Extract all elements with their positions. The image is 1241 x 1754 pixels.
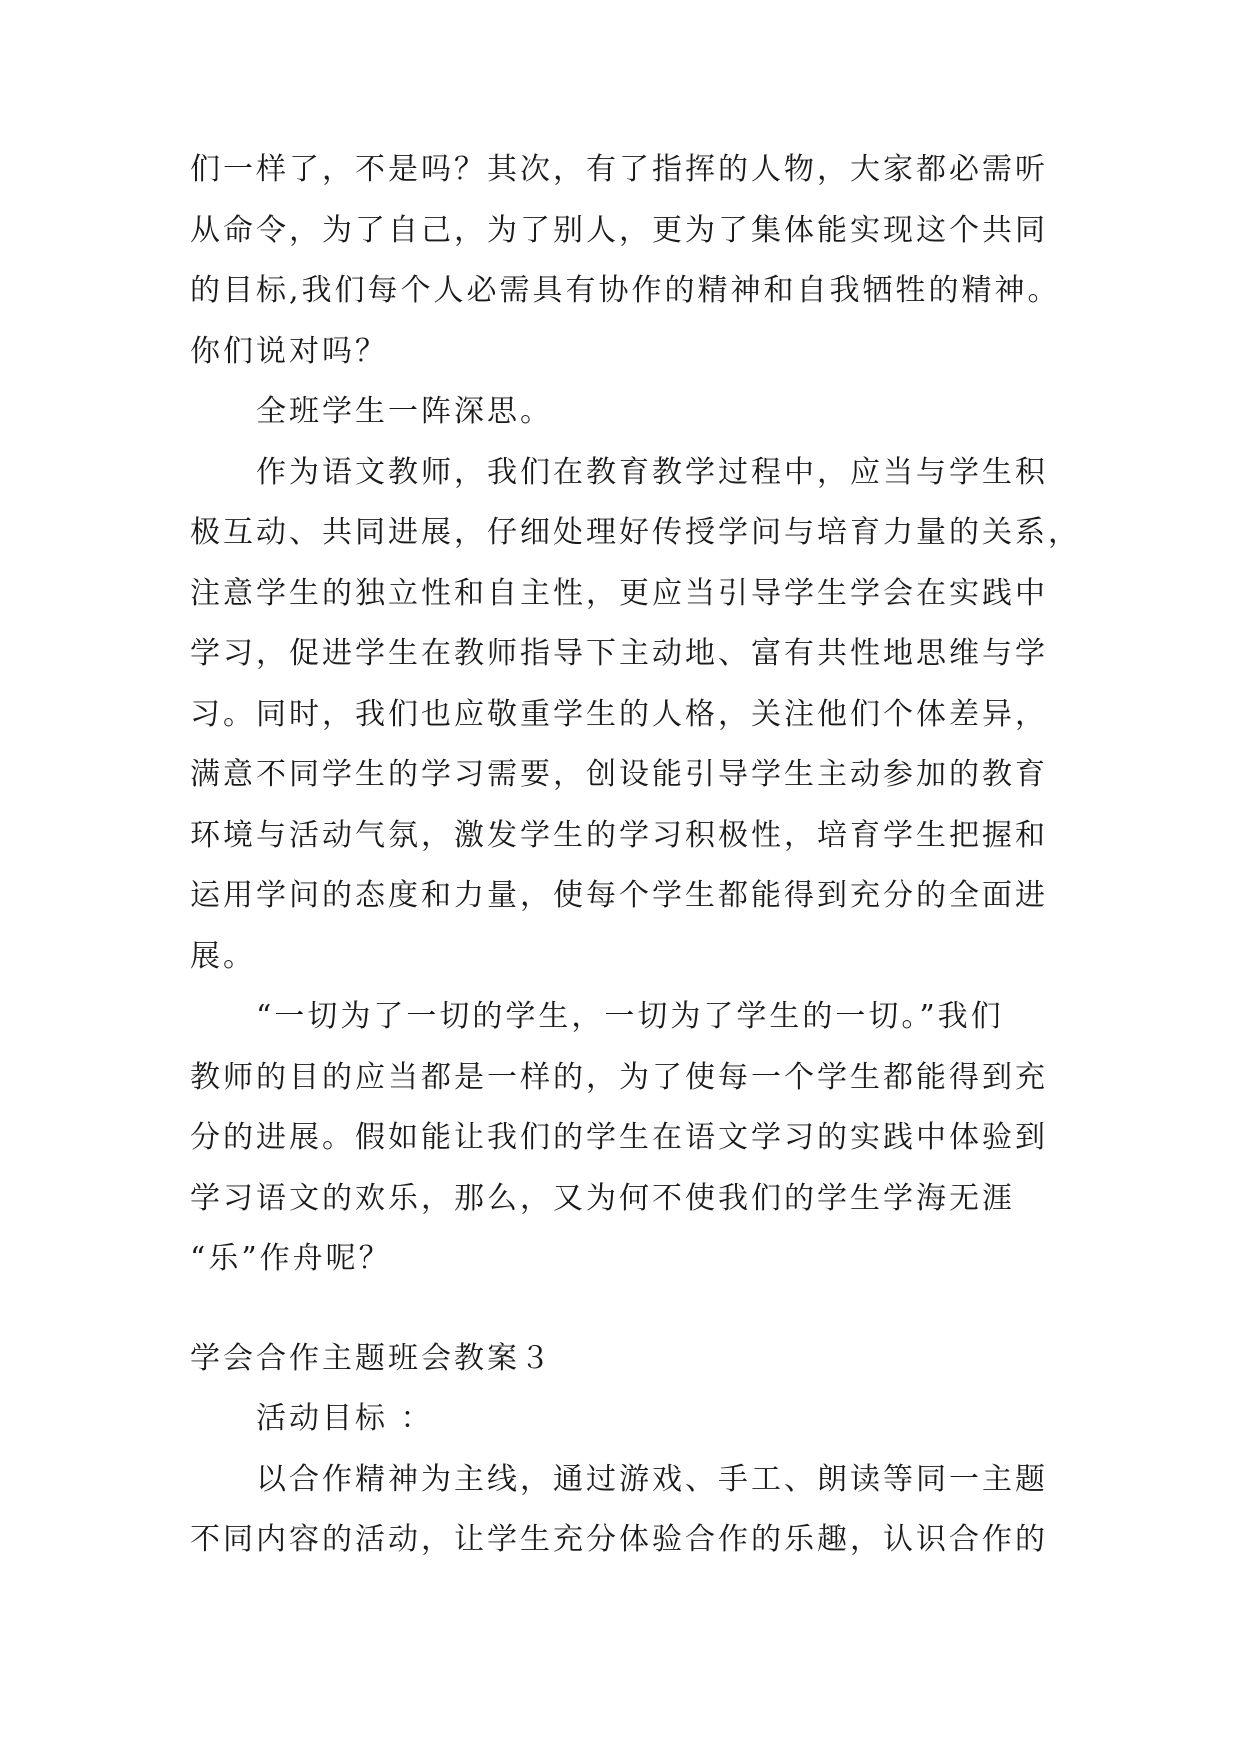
text-line: 以合作精神为主线，通过游戏、手工、朗读等同一主题 [256,1462,1048,1497]
text-line: 满意不同学生的学习需要，创设能引导学生主动参加的教育 [190,757,1048,792]
text-line: 不同内容的活动，让学生充分体验合作的乐趣，认识合作的 [190,1522,1048,1557]
text-line: 展。 [190,939,256,974]
text-line: 全班学生一阵深思。 [256,394,553,429]
text-line: “一切为了一切的学生，一切为了学生的一切。”我们 [256,999,1004,1034]
text-line: 学习语文的欢乐，那么，又为何不使我们的学生学海无涯 [190,1181,1015,1216]
text-line: 学习，促进学生在教师指导下主动地、富有共性地思维与学 [190,636,1048,671]
text-line: 注意学生的独立性和自主性，更应当引导学生学会在实践中 [190,576,1048,611]
text-line: 们一样了，不是吗？其次，有了指挥的人物，大家都必需听 [190,152,1048,187]
text-line: 从命令，为了自己，为了别人，更为了集体能实现这个共同 [190,213,1048,248]
section-heading: 学会合作主题班会教案３ [190,1341,553,1376]
text-line: 习。同时，我们也应敬重学生的人格，关注他们个体差异， [190,697,1048,732]
text-line: 环境与活动气氛，激发学生的学习积极性，培育学生把握和 [190,818,1048,853]
text-line: 的目标,我们每个人必需具有协作的精神和自我牺牲的精神。 [190,273,1061,308]
text-line: 运用学问的态度和力量，使每个学生都能得到充分的全面进 [190,878,1048,913]
text-line: 极互动、共同进展，仔细处理好传授学问与培育力量的关系， [190,515,1081,550]
text-line: 作为语文教师，我们在教育教学过程中，应当与学生积 [256,455,1048,490]
text-line: 你们说对吗？ [190,334,388,369]
text-line: 活动目标 ： [256,1401,434,1436]
text-line: 教师的目的应当都是一样的，为了使每一个学生都能得到充 [190,1060,1048,1095]
text-line: 分的进展。假如能让我们的学生在语文学习的实践中体验到 [190,1120,1048,1155]
text-line: “乐”作舟呢？ [190,1241,392,1276]
